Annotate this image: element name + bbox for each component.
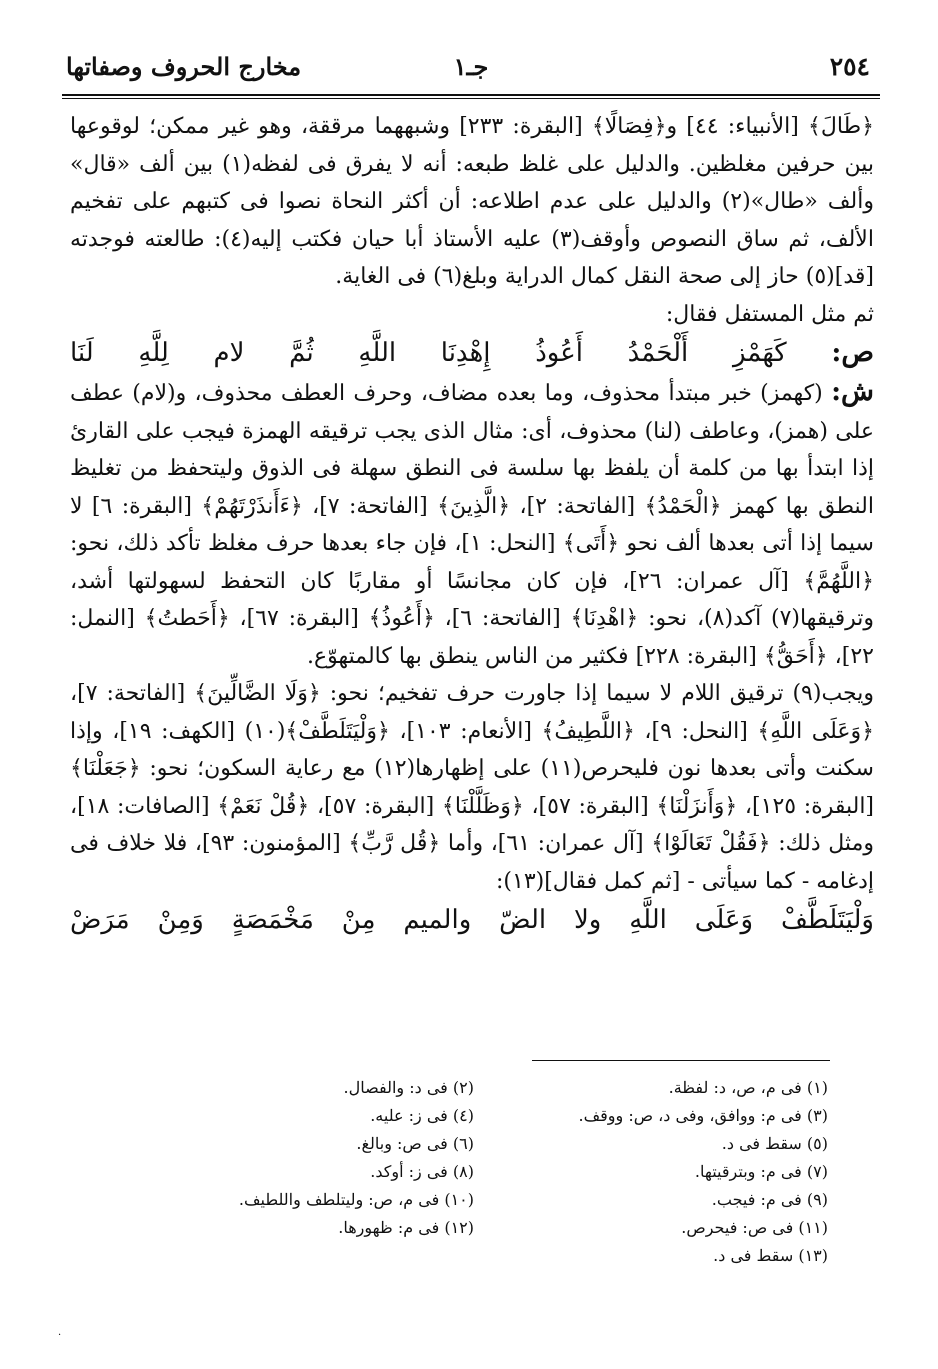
volume-label: جـ١ [453,52,489,81]
footnotes [150,1074,828,1270]
footnote-rule [532,1060,830,1061]
footnote: (٩) فى م: فيجب. [711,1190,828,1209]
footnote: (٥) سقط فى د. [721,1134,828,1153]
page-header [62,52,880,92]
paragraph-2 [70,373,874,675]
paragraph-3: ويجب(٩) ترقيق اللام لا سيما إذا جاورت حرف تفخيم؛ نحو: ﴿وَلَا الضَّالِّينَ﴾ [الفاتحة: ٧]، ﴿وَعَلَى اللَّهِ﴾ [النحل: ٩]، ﴿اللَّطِيفُ﴾ [الأنعام: ١٠٣]، ﴿وَلْيَتَلَطَّفْ﴾(١٠) [الكهف: ١٩]، وإذا سكنت وأتى بعدها نون فليحرص(١١) على إظهارها(١٢) مع رعاية السكون؛ نحو: ﴿جَعَلْنَا﴾ [البقرة: ١٢٥]، ﴿وَأَنزَلْنَا﴾ [البقرة: ٥٧]، ﴿وَظَلَّلْنَا﴾ [البقرة: ٥٧]، ﴿قُلْ نَعَمْ﴾ [الصافات: ١٨]، ومثل ذلك: ﴿فَقُلْ تَعَالَوْا﴾ [آل عمران: ٦١]، وأما ﴿قُل رَّبِّ﴾ [المؤمنون: ٩٣]، فلا خلاف فى إدغامه - كما سيأتى - [ثم كمل فقال](١٣): [70,681,875,894]
footnote: (٢) فى د: والفصال. [343,1078,474,1097]
paragraph-2-text: (كهمز) خبر مبتدأ محذوف، وما بعده مضاف، وحرف العطف محذوف، و(لام) عطف على (همز)، وعاطف (لنا) محذوف، أى: مثال الذى يجب ترقيقه الهمزة فيجب على القارئ إذا ابتدأ بها من كلمة أن يلفظ بها سلسة فى النطق سهلة فى الذوق وليتحفظ من تغليظ النطق بها كهمز ﴿الْحَمْدُ﴾ [الفاتحة: ٢]، ﴿الَّذِينَ﴾ [الفاتحة: ٧]، ﴿ءَأَنذَرْتَهُمْ﴾ [البقرة: ٦] لا سيما إذا أتى بعدها ألف نحو ﴿أَتَى﴾ [النحل: ١]، فإن جاء بعدها حرف مغلظ تأكد ذلك، نحو: ﴿اللَّهُمَّ﴾ [آل عمران: ٢٦]، فإن كان مجانسًا أو مقاربًا كان التحفظ لسهولتها أشد، وترقيقها(٧) آكد(٨)، نحو: ﴿اهْدِنَا﴾ [الفاتحة: ٦]، ﴿أَعُوذُ﴾ [البقرة: ٦٧]، ﴿أَحَطتُ﴾ [النمل: ٢٢]، ﴿أَحَقُّ﴾ [البقرة: ٢٢٨] فكثير من الناس ينطق بها كالمتهوّع. [70,381,874,669]
page-number: ٢٥٤ [829,52,870,81]
footnote: (١٣) سقط فى د. [713,1246,828,1265]
main-text [70,108,874,940]
footnote: (٦) فى ص: وبالغ. [356,1134,474,1153]
verse-tag: ص: [831,337,874,368]
verse-1-text: كَهَمْزِ أَلْحَمْدُ أَعُوذُ إِهْدِنَا اللَّهِ ثُمَّ لام لِلَّهِ لَنَا [70,338,787,368]
commentary-tag: ش: [831,376,874,407]
footnote: (١) فى م، ص، د: لفظة. [668,1078,828,1097]
header-rule-thin [62,98,880,99]
verse-2: وَلْيَتَلَطَّفْ وَعَلَى اللَّهِ ولا الضّ والميم مِنْ مَخْمَصَةٍ وَمِنْ مَرَضْ [70,905,874,935]
footnote: (١٠) فى م، ص: وليتلطف واللطيف. [238,1190,474,1209]
footnote: (١٢) فى م: ظهورها. [338,1218,474,1237]
verse-1 [70,333,874,373]
footnote: (٤) فى ز: عليه. [370,1106,474,1125]
running-title: مخارج الحروف وصفاتها [66,52,302,81]
footnote: (١١) فى ص: فيحرص. [681,1218,828,1237]
footnote: (٣) فى م: ووافق، وفى د، ص: ووقف. [578,1106,828,1125]
footnote: (٧) فى م: وبترقيتها. [694,1162,828,1181]
header-rule [62,94,880,96]
paragraph-1: ﴿طَالَ﴾ [الأنبياء: ٤٤] و﴿فِصَالًا﴾ [البقرة: ٢٣٣] وشبههما مرققة، وهو غير ممكن؛ لوقوعها بين حرفين مغلظين. والدليل على غلظ طبعه: أنه لا يفرق فى لفظه(١) بين ألف «قال» وألف «طال»(٢) والدليل على عدم اطلاعه: أن أكثر النحاة نصوا فى كتبهم على تفخيم الألف، ثم ساق النصوص وأوقف(٣) عليه الأستاذ أبا حيان فكتب إليه(٤): طالعته فوجدته [قد](٥) حاز إلى صحة النقل كمال الدراية وبلغ(٦) فى الغاية. [70,114,874,289]
verse-intro: ثم مثل المستفل فقال: [665,301,874,327]
footnote: (٨) فى ز: أوكد. [370,1162,474,1181]
scan-dot: · [58,1330,62,1341]
